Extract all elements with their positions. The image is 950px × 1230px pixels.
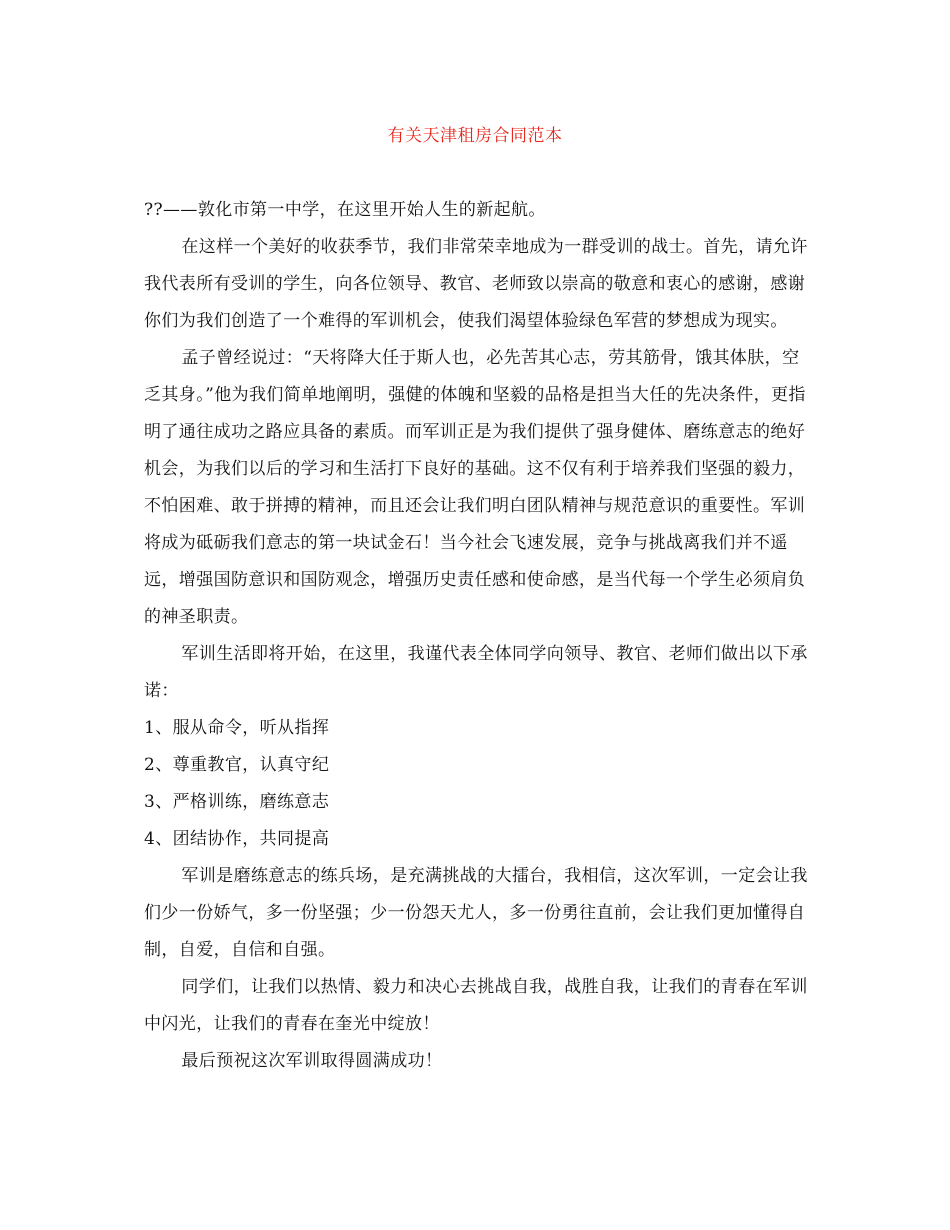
- opening-line: ??——敦化市第一中学，在这里开始人生的新起航。: [144, 200, 546, 220]
- document-title: 有关天津租房合同范本: [387, 126, 563, 146]
- document-body: [144, 192, 808, 1080]
- list-item: 2、尊重教官，认真守纪: [144, 755, 330, 775]
- paragraph-commitment-intro: 军训生活即将开始，在这里，我谨代表全体同学向领导、教官、老师们做出以下承诺：: [144, 644, 808, 701]
- list-item: 4、团结协作，共同提高: [144, 829, 330, 849]
- paragraph-call-to-action: 同学们，让我们以热情、毅力和决心去挑战自我，战胜自我，让我们的青春在军训中闪光，让我们的青春在奎光中绽放！: [144, 977, 808, 1034]
- list-item: 3、严格训练，磨练意志: [144, 792, 330, 812]
- paragraph-mencius: 孟子曾经说过：“天将降大任于斯人也，必先苦其心志，劳其筋骨，饿其体肤，空乏其身。”他为我们简单地阐明，强健的体魄和坚毅的品格是担当大任的先决条件，更指明了通往成功之路应具备的素质。而军训正是为我们提供了强身健体、磨练意志的绝好机会，为我们以后的学习和生活打下良好的基础。这不仅有利于培养我们坚强的毅力，不怕困难、敢于拼搏的精神，而且还会让我们明白团队精神与规范意识的重要性。军训将成为砥砺我们意志的第一块试金石！当今社会飞速发展，竞争与挑战离我们并不遥远，增强国防意识和国防观念，增强历史责任感和使命感，是当代每一个学生必须肩负的神圣职责。: [144, 348, 806, 627]
- paragraph-welcome: 在这样一个美好的收获季节，我们非常荣幸地成为一群受训的战士。首先，请允许我代表所有受训的学生，向各位领导、教官、老师致以崇高的敬意和衷心的感谢，感谢你们为我们创造了一个难得的军训机会，使我们渴望体验绿色军营的梦想成为现实。: [144, 237, 808, 331]
- paragraph-training-ground: 军训是磨练意志的练兵场，是充满挑战的大擂台，我相信，这次军训，一定会让我们少一份娇气，多一份坚强；少一份怨天尤人，多一份勇往直前，会让我们更加懂得自制，自爱，自信和自强。: [144, 866, 808, 960]
- paragraph-final-wish: 最后预祝这次军训取得圆满成功！: [181, 1051, 443, 1071]
- list-item: 1、服从命令，听从指挥: [144, 718, 330, 738]
